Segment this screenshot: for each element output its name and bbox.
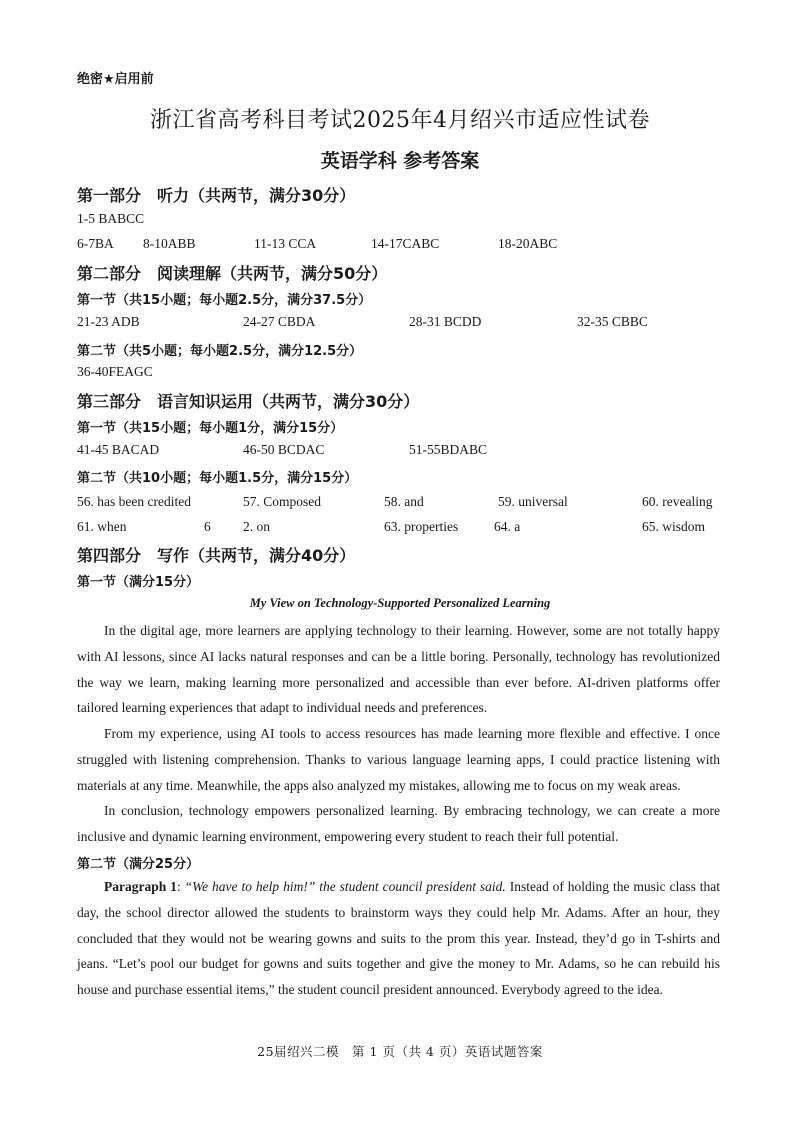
paragraph-body: Instead of holding the music class that day, the school director allowed the students to brainstorm ways they could help Mr. Adams. After an hour, they concluded that they would not be wearing gowns and suits to the prom this year. Instead, they’d go in T-shirts and jeans. “Let’s pool our budget for gowns and suits together and give the money to Mr. Adams, so he can rebuild his house and purchase essential items,” the student council president announced. Everybody agreed to the idea. [77, 879, 720, 998]
answer-item: 59. universal [498, 494, 568, 509]
answer-group: 8-10ABB [143, 236, 196, 251]
answer-group: 24-27 CBDA [243, 314, 316, 329]
essay-title: My View on Technology-Supported Personalized Learning [249, 596, 551, 610]
confidential-label: 绝密★启用前 [77, 72, 154, 87]
essay-paragraph: In the digital age, more learners are applying technology to their learning. However, some are not totally happy with AI lessons, since AI lacks natural responses and can be a little boring. Personally, technology has revolutionized the way we learn, making learning more personalized and accessible than ever before. AI-driven platforms offer tailored learning experiences that adapt to individual needs and preferences. [77, 623, 720, 716]
paragraph-label: Paragraph 1 [104, 879, 177, 894]
answer-group: 28-31 BCDD [409, 314, 482, 329]
answer-item: 65. wisdom [642, 519, 706, 534]
part4-sec1-heading: 第一节（满分15分） [77, 575, 200, 590]
part4-sec2-heading: 第二节（满分25分） [77, 857, 200, 872]
part2-sec1-heading: 第一节（共15小题；每小题2.5分，满分37.5分） [77, 293, 372, 308]
answer-group: 18-20ABC [498, 236, 558, 251]
part3-sec2-heading: 第二节（共10小题；每小题1.5分，满分15分） [77, 471, 358, 486]
answer-group: 21-23 ADB [77, 314, 140, 329]
continuation-paragraph [77, 874, 720, 1003]
answer-group: 46-50 BCDAC [243, 442, 325, 457]
part2-sec2-heading: 第二节（共5小题；每小题2.5分，满分12.5分） [77, 344, 363, 359]
part2-heading: 第二部分 阅读理解（共两节，满分50分） [77, 264, 388, 283]
answer-group: 14-17CABC [371, 236, 440, 251]
page-footer: 25届绍兴二模 第 1 页（共 4 页）英语试题答案 [257, 1044, 543, 1059]
answer-item: 57. Composed [243, 494, 322, 509]
part3-heading: 第三部分 语言知识运用（共两节，满分30分） [77, 392, 420, 411]
answer-group: 11-13 CCA [254, 236, 317, 251]
answer-item: 2. on [243, 519, 270, 534]
answer-item: 60. revealing [642, 494, 713, 509]
answer-group: 6-7BA [77, 236, 114, 251]
answer-key-subtitle: 英语学科 参考答案 [320, 150, 480, 172]
answer-group: 51-55BDABC [409, 442, 488, 457]
answer-item: 63. properties [384, 519, 459, 534]
answer-item: 56. has been credited [77, 494, 191, 509]
part1-heading: 第一部分 听力（共两节，满分30分） [77, 186, 356, 205]
answer-group: 32-35 CBBC [577, 314, 648, 329]
essay-paragraph: From my experience, using AI tools to access resources has made learning more flexible and effective. I once struggled with listening comprehension. Thanks to various language learning apps, I could practice listening with materials at any time. Meanwhile, the apps also analyzed my mistakes, allowing me to focus on my weak areas. [77, 726, 720, 793]
answer-group: 1-5 BABCC [77, 211, 145, 226]
paragraph-colon: : [176, 879, 185, 894]
part4-heading: 第四部分 写作（共两节，满分40分） [77, 546, 356, 565]
answer-item: 64. a [494, 519, 521, 534]
paragraph-opening-quote: “We have to help him!” the student council president said. [184, 879, 506, 894]
answer-item: 61. when [77, 519, 127, 534]
answer-group: 36-40FEAGC [77, 364, 153, 379]
essay-paragraph: In conclusion, technology empowers personalized learning. By embracing technology, we can create a more inclusive and dynamic learning environment, empowering every student to reach their full potential. [77, 803, 720, 844]
answer-item: 6 [204, 519, 211, 534]
answer-item: 58. and [384, 494, 424, 509]
answer-group: 41-45 BACAD [77, 442, 160, 457]
exam-title: 浙江省高考科目考试2025年4月绍兴市适应性试卷 [150, 108, 650, 133]
part3-sec1-heading: 第一节（共15小题；每小题1分，满分15分） [77, 421, 344, 436]
